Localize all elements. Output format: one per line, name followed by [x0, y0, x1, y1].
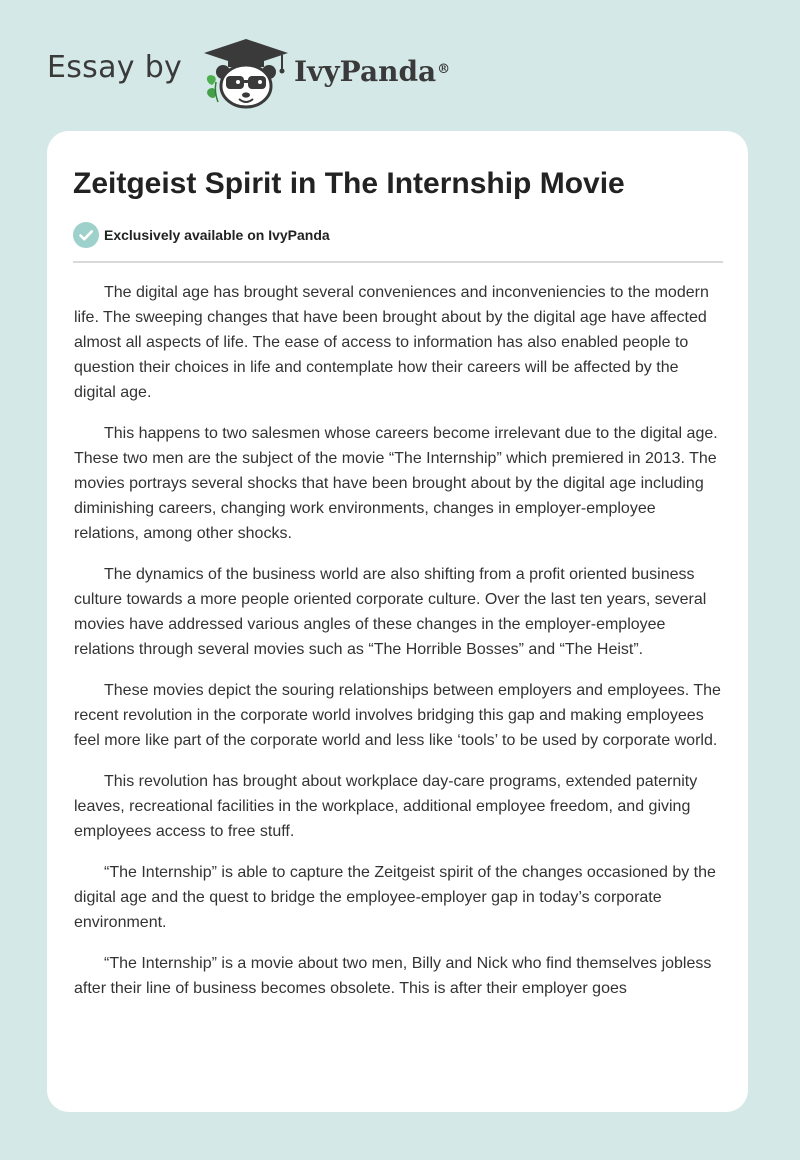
title-divider — [73, 261, 723, 263]
registered-mark: ® — [437, 62, 451, 77]
check-circle-icon — [73, 222, 99, 248]
site-header — [0, 0, 800, 130]
paragraph: This revolution has brought about workplace day-care programs, extended paternity leaves, recreational facilities in the workplace, additional employee freedom, and giving employees access to free stuff. — [74, 773, 698, 840]
essay-by-label: Essay by — [47, 50, 183, 85]
essay-title: Zeitgeist Spirit in The Internship Movie — [73, 167, 625, 200]
paragraph: The dynamics of the business world are also shifting from a profit oriented business culture towards a more people oriented corporate culture. Over the last ten years, several movies have addressed various angles of these changes in the employer-employee relations through several movies such as “The Horrible Bosses” and “The Heist”. — [74, 566, 707, 658]
exclusive-badge-label: Exclusively available on IvyPanda — [104, 227, 330, 243]
brand-logo-text[interactable] — [294, 55, 450, 89]
brand-name: IvyPanda — [294, 55, 437, 88]
panda-graduate-icon[interactable] — [200, 36, 292, 110]
paragraph: The digital age has brought several conveniences and inconveniencies to the modern life. The sweeping changes that have been brought about by the digital age have affected almost all aspects of life. The ease of access to information has also enabled people to question their choices in life and contemplate how their careers will be affected by the digital age. — [74, 284, 709, 401]
paragraph: These movies depict the souring relationships between employers and employees. The recent revolution in the corporate world involves bridging this gap and making employees feel more like part of the corporate world and less like ‘tools’ to be used by corporate world. — [74, 682, 721, 749]
essay-card — [47, 131, 748, 1112]
exclusive-badge — [73, 222, 330, 248]
paragraph: “The Internship” is a movie about two men, Billy and Nick who find themselves jobless after their line of business becomes obsolete. This is after their employer goes — [74, 955, 712, 997]
essay-body — [74, 280, 724, 1017]
paragraph: This happens to two salesmen whose careers become irrelevant due to the digital age. These two men are the subject of the movie “The Internship” which premiered in 2013. The movies portrays several shocks that have been brought about by the digital age including diminishing careers, changing work environments, changes in employer-employee relations, among other shocks. — [74, 425, 718, 542]
paragraph: “The Internship” is able to capture the Zeitgeist spirit of the changes occasioned by the digital age and the quest to bridge the employee-employer gap in today’s corporate environment. — [74, 864, 716, 931]
